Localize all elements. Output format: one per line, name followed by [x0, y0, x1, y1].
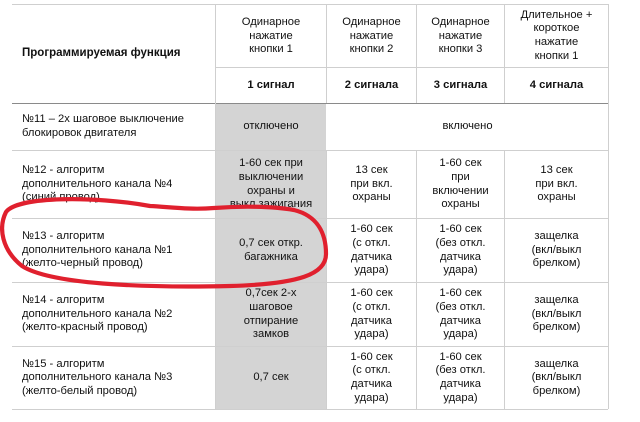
row-15-col-3: 1-60 сек (без откл. датчика удара)	[435, 350, 486, 404]
row-12-col-1: 1-60 сек при выключении охраны и выкл.зажигания	[229, 157, 313, 211]
signal-3: 3 сигнала	[433, 78, 488, 91]
header-col-1: Одинарное нажатие кнопки 1	[241, 16, 301, 56]
row-12-col-3: 1-60 сек при включении охраны	[432, 157, 489, 211]
function-12: №12 - алгоритм дополнительного канала №4 (синий провод)	[22, 164, 173, 204]
row-14-col-4: защелка (вкл/выкл брелком)	[531, 294, 582, 334]
row-12-col-4: 13 сек при вкл. охраны	[535, 164, 578, 204]
row-11-merged: включено	[442, 120, 493, 133]
row-13-col-4: защелка (вкл/выкл брелком)	[531, 230, 582, 270]
header-col-4: Длительное + короткое нажатие кнопки 1	[520, 8, 593, 62]
signal-1: 1 сигнал	[247, 78, 295, 91]
row-13-col-3: 1-60 сек (без откл. датчика удара)	[435, 223, 486, 277]
row-14-col-1: 0,7сек 2-х шаговое отпирание замков	[243, 287, 299, 341]
row-15-col-4: защелка (вкл/выкл брелком)	[531, 357, 582, 397]
row-15-col-1: 0,7 сек	[253, 371, 289, 384]
signal-4: 4 сигнала	[529, 78, 584, 91]
row-12-col-2: 13 сек при вкл. охраны	[350, 164, 393, 204]
row-divider	[12, 409, 608, 410]
function-14: №14 - алгоритм дополнительного канала №2 (желто-красный провод)	[22, 294, 173, 334]
row-14-col-3: 1-60 сек (без откл. датчика удара)	[435, 287, 486, 341]
function-11: №11 – 2х шаговое выключение блокировок двигателя	[22, 113, 184, 139]
function-13: №13 - алгоритм дополнительного канала №1 (желто-черный провод)	[22, 230, 173, 270]
header-col-2: Одинарное нажатие кнопки 2	[342, 16, 401, 56]
column-divider	[608, 4, 609, 409]
row-13-col-1: 0,7 сек откр. багажника	[239, 236, 303, 263]
row-11-col-1: отключено	[243, 120, 299, 133]
header-function-label: Программируемая функция	[22, 46, 181, 59]
row-14-col-2: 1-60 сек (с откл. датчика удара)	[350, 287, 393, 341]
row-13-col-2: 1-60 сек (с откл. датчика удара)	[350, 223, 393, 277]
row-15-col-2: 1-60 сек (с откл. датчика удара)	[350, 350, 393, 404]
signal-2: 2 сигнала	[344, 78, 399, 91]
header-col-3: Одинарное нажатие кнопки 3	[431, 16, 490, 56]
function-15: №15 - алгоритм дополнительного канала №3 (желто-белый провод)	[22, 357, 173, 397]
